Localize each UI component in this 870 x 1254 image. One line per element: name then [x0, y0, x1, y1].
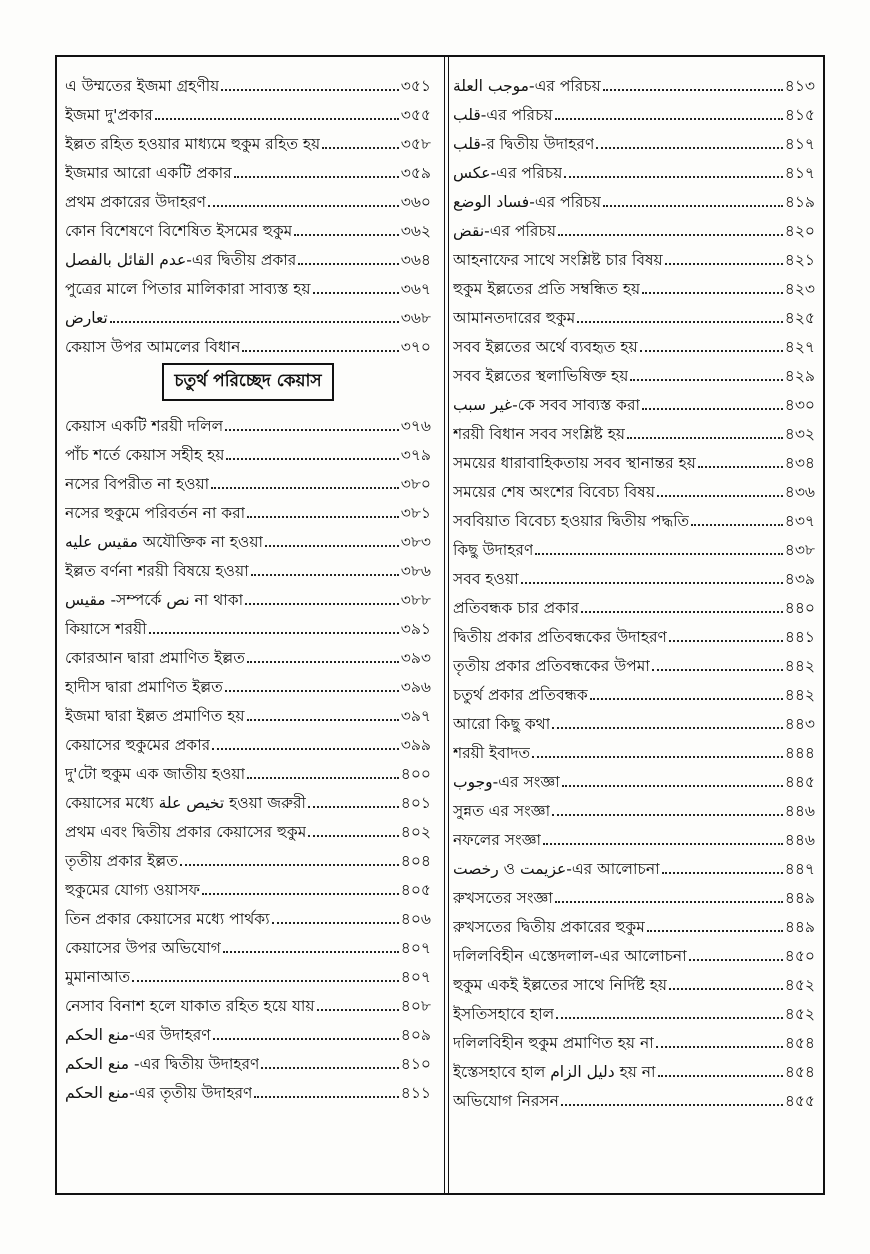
- entry-title: সববিয়াত বিবেচ্য হওয়ার দ্বিতীয় পদ্ধতি: [452, 512, 690, 530]
- toc-entry: [65, 154, 431, 183]
- entry-title: কিয়াসে শরয়ী: [65, 620, 147, 638]
- page-number: ৩৫১: [400, 77, 431, 95]
- entry-title: পাঁচ শর্তে কেয়াস সহীহ হয়: [65, 446, 225, 464]
- dot-leader: [180, 864, 399, 866]
- dot-leader: [226, 458, 398, 460]
- page-number: ৪১১: [400, 1084, 431, 1102]
- entry-title: প্রতিবন্ধক চার প্রকার: [452, 599, 580, 617]
- entry-title: হুকুম একই ইল্লতের সাথে নির্দিষ্ট হয়: [452, 976, 667, 994]
- page-number: ৪১৯: [784, 193, 815, 211]
- page-number: ৪৫৪: [784, 1034, 815, 1052]
- page-number: ৪২০: [784, 222, 815, 240]
- page-number: ৪০৭: [400, 968, 431, 986]
- page-number: ৪৩৭: [784, 512, 815, 530]
- toc-entry: [65, 639, 431, 668]
- entry-title: শরয়ী বিধান সবব সংশ্লিষ্ট হয়: [452, 425, 625, 443]
- toc-entry: [453, 183, 815, 212]
- entry-title: কোরআন দ্বারা প্রমাণিত ইল্লত: [65, 649, 245, 667]
- page-number: ৪০১: [400, 794, 431, 812]
- page-number: ৩৮৩: [400, 533, 431, 551]
- page-number: ৩৮৮: [400, 591, 431, 609]
- toc-entry: [453, 821, 815, 850]
- toc-entry: [65, 813, 431, 842]
- toc-entry: [65, 523, 431, 552]
- dot-leader: [247, 777, 399, 779]
- dot-leader: [669, 988, 783, 990]
- dot-leader: [212, 748, 399, 750]
- dot-leader: [272, 922, 399, 924]
- entry-title: সুন্নত এর সংজ্ঞা: [452, 802, 551, 820]
- entry-title: ইসতিসহাবে হাল: [452, 1005, 555, 1023]
- entry-title: শরয়ী ইবাদত: [452, 744, 531, 762]
- dot-leader: [313, 292, 399, 294]
- page-number: ৩৬৪: [400, 251, 431, 269]
- dot-leader: [213, 1038, 399, 1040]
- dot-leader: [640, 350, 783, 352]
- entry-title: ইজমা দু'প্রকার: [65, 106, 153, 124]
- dot-leader: [627, 437, 783, 439]
- entry-title: হুকুমের যোগ্য ওয়াসফ: [65, 881, 200, 899]
- entry-title: তৃতীয় প্রকার ইল্লত: [65, 852, 178, 870]
- page-number: ৪১৫: [784, 106, 815, 124]
- page-number: ৪০৮: [400, 997, 431, 1015]
- toc-entry: [453, 386, 815, 415]
- entry-title: নফলের সংজ্ঞা: [452, 831, 542, 849]
- dot-leader: [225, 429, 399, 431]
- toc-entry: [453, 763, 815, 792]
- dot-leader: [254, 1096, 398, 1098]
- toc-entry: [453, 531, 815, 560]
- entry-title: কেয়াস একটি শরয়ী দলিল: [65, 417, 224, 435]
- page-number: ৪২৩: [784, 280, 815, 298]
- entry-title: ইজমার আরো একটি প্রকার: [65, 164, 232, 182]
- page-number: ৩৯৬: [400, 678, 431, 696]
- entry-title: নসের বিপরীত না হওয়া: [65, 475, 210, 493]
- dot-leader: [558, 234, 783, 236]
- dot-leader: [665, 263, 783, 265]
- page-number: ৩৫৮: [400, 135, 431, 153]
- toc-entry: [453, 67, 815, 96]
- dot-leader: [630, 379, 782, 381]
- toc-entry: [65, 436, 431, 465]
- dot-leader: [642, 408, 783, 410]
- page-number: ৪৪০: [784, 599, 815, 617]
- toc-entry: [65, 784, 431, 813]
- entry-title: مقيس -সম্পর্কে نص না থাকা: [65, 591, 244, 609]
- dot-leader: [322, 147, 399, 149]
- page-number: ৪৩৬: [784, 483, 815, 501]
- page-number: ৩৬০: [400, 193, 431, 211]
- dot-leader: [581, 611, 783, 613]
- page-number: ৪২৫: [784, 309, 815, 327]
- entry-title: ইজমা দ্বারা ইল্লত প্রমাণিত হয়: [65, 707, 245, 725]
- page-number: ৩৯৭: [400, 707, 431, 725]
- toc-entry: [65, 900, 431, 929]
- page-number: ৩৫৫: [400, 106, 431, 124]
- left-column: [57, 57, 439, 1193]
- dot-leader: [577, 321, 783, 323]
- page-number: ৩৭৬: [400, 417, 431, 435]
- page-number: ৪৪৯: [784, 918, 815, 936]
- toc-entry: [453, 415, 815, 444]
- toc-entry: [453, 908, 815, 937]
- dot-leader: [662, 872, 783, 874]
- entry-title: غير سبب-কে সবব সাব্যস্ত করা: [452, 396, 641, 414]
- entry-title: ইল্লত রহিত হওয়ার মাধ্যমে হুকুম রহিত হয়: [65, 135, 321, 153]
- entry-title: পুত্রের মালে পিতার মালিকারা সাব্যস্ত হয়: [65, 280, 311, 298]
- toc-entry: [65, 1074, 431, 1103]
- entry-title: নেসাব বিনাশ হলে যাকাত রহিত হয়ে যায়: [65, 997, 315, 1015]
- page-number: ৩৬৭: [400, 280, 431, 298]
- toc-entry: [453, 879, 815, 908]
- dot-leader: [658, 1075, 783, 1077]
- page-number: ৪৪৩: [784, 715, 815, 733]
- entry-title: কেয়াসের মধ্যে تخيص علة হওয়া জরুরী: [65, 794, 306, 812]
- dot-leader: [689, 959, 783, 961]
- dot-leader: [317, 1009, 399, 1011]
- entry-title: تعارض: [65, 309, 108, 327]
- dot-leader: [642, 292, 783, 294]
- dot-leader: [555, 118, 783, 120]
- entry-title: আরো কিছু কথা: [452, 715, 551, 733]
- page-number: ৪৫২: [784, 1005, 815, 1023]
- entry-title: رخصت ও عزيمت-এর আলোচনা: [452, 860, 660, 878]
- toc-entry: [453, 328, 815, 357]
- entry-title: قلب-এর পরিচয়: [452, 106, 553, 124]
- section-heading: চতুর্থ পরিচ্ছেদ কেয়াস: [162, 363, 333, 401]
- toc-entry: [453, 1024, 815, 1053]
- entry-title: দলিলবিহীন এস্তেদলাল-এর আলোচনা: [452, 947, 687, 965]
- dot-leader: [202, 893, 399, 895]
- page-number: ৪৫২: [784, 976, 815, 994]
- dot-leader: [556, 1017, 783, 1019]
- left-bottom-list: [65, 407, 431, 1103]
- toc-entry: [453, 502, 815, 531]
- page-number: ৩৫৯: [400, 164, 431, 182]
- page-number: ৪০৪: [400, 852, 431, 870]
- page-number: ৩৮১: [400, 504, 431, 522]
- toc-entry: [453, 357, 815, 386]
- dot-leader: [223, 951, 399, 953]
- contents-frame: [55, 55, 825, 1195]
- page-number: ৪২১: [784, 251, 815, 269]
- entry-title: কেয়াসের উপর অভিযোগ: [65, 939, 221, 957]
- entry-title: অভিযোগ নিরসন: [452, 1092, 559, 1110]
- page-number: ৪০৬: [400, 910, 431, 928]
- entry-title: কিছু উদাহরণ: [452, 541, 534, 559]
- toc-entry: [453, 299, 815, 328]
- page-number: ৪৫৪: [784, 1063, 815, 1081]
- dot-leader: [656, 1046, 783, 1048]
- entry-title: কোন বিশেষণে বিশেষিত ইসমের হুকুম: [65, 222, 293, 240]
- entry-title: হুকুম ইল্লতের প্রতি সম্বন্ধিত হয়: [452, 280, 641, 298]
- dot-leader: [521, 582, 783, 584]
- toc-entry: [453, 473, 815, 502]
- entry-title: فساد الوضع-এর পরিচয়: [452, 193, 602, 211]
- page-number: ৩৮০: [400, 475, 431, 493]
- toc-entry: [65, 958, 431, 987]
- toc-entry: [65, 494, 431, 523]
- page-number: ৩৯৩: [400, 649, 431, 667]
- right-column: [445, 57, 823, 1193]
- toc-entry: [65, 465, 431, 494]
- toc-entry: [65, 241, 431, 270]
- entry-title: منع الحكم-এর তৃতীয় উদাহরণ: [65, 1084, 253, 1102]
- toc-entry: [453, 995, 815, 1024]
- page-number: ৪৩৮: [784, 541, 815, 559]
- entry-title: নসের হুকুমে পরিবর্তন না করা: [65, 504, 246, 522]
- dot-leader: [596, 147, 782, 149]
- entry-title: সবব হওয়া: [452, 570, 519, 588]
- toc-entry: [453, 676, 815, 705]
- dot-leader: [564, 176, 782, 178]
- toc-entry: [453, 270, 815, 299]
- toc-entry: [65, 552, 431, 581]
- toc-entry: [65, 755, 431, 784]
- dot-leader: [208, 205, 399, 207]
- page-number: ৪০৫: [400, 881, 431, 899]
- entry-title: দ্বিতীয় প্রকার প্রতিবন্ধকের উদাহরণ: [452, 628, 667, 646]
- entry-title: তিন প্রকার কেয়াসের মধ্যে পার্থক্য: [65, 910, 270, 928]
- dot-leader: [225, 690, 399, 692]
- page-number: ৩৯১: [400, 620, 431, 638]
- page-number: ৪৪২: [784, 657, 815, 675]
- page-number: ৪৪৫: [784, 773, 815, 791]
- dot-leader: [552, 814, 783, 816]
- toc-entry: [453, 937, 815, 966]
- entry-title: হাদীস দ্বারা প্রমাণিত ইল্লত: [65, 678, 223, 696]
- entry-title: مقيس عليه অযৌক্তিক না হওয়া: [65, 533, 263, 551]
- entry-title: عدم القائل بالفصل-এর দ্বিতীয় প্রকার: [65, 251, 297, 269]
- dot-leader: [603, 89, 783, 91]
- dot-leader: [590, 698, 783, 700]
- entry-title: দু'টো হুকুম এক জাতীয় হওয়া: [65, 765, 246, 783]
- dot-leader: [603, 205, 783, 207]
- toc-entry: [65, 668, 431, 697]
- entry-title: রুখসতের দ্বিতীয় প্রকারের হুকুম: [452, 918, 645, 936]
- entry-title: موجب العلة-এর পরিচয়: [452, 77, 601, 95]
- entry-title: نقض-এর পরিচয়: [452, 222, 556, 240]
- toc-entry: [65, 1016, 431, 1045]
- entry-title: منع الحكم-এর উদাহরণ: [65, 1026, 211, 1044]
- page-number: ৪৪২: [784, 686, 815, 704]
- entry-title: সবব ইল্লতের স্থলাভিষিক্ত হয়: [452, 367, 629, 385]
- toc-entry: [65, 328, 431, 357]
- toc-entry: [453, 96, 815, 125]
- dot-leader: [698, 466, 783, 468]
- entry-title: সময়ের ধারাবাহিকতায় সবব স্থানান্তর হয়: [452, 454, 696, 472]
- dot-leader: [265, 545, 399, 547]
- dot-leader: [657, 495, 783, 497]
- dot-leader: [149, 632, 399, 634]
- page-number: ৪৩৯: [784, 570, 815, 588]
- right-list: [453, 67, 815, 1111]
- page-number: ৪২৯: [784, 367, 815, 385]
- page-number: ৪৩০: [784, 396, 815, 414]
- entry-title: আহনাফের সাথে সংশ্লিষ্ট চার বিষয়: [452, 251, 663, 269]
- page-number: ৪৪৪: [784, 744, 815, 762]
- page-number: ৩৬২: [400, 222, 431, 240]
- entry-title: আমানতদারের হুকুম: [452, 309, 576, 327]
- toc-entry: [65, 1045, 431, 1074]
- toc-entry: [65, 299, 431, 328]
- page-number: ৪০৭: [400, 939, 431, 957]
- toc-entry: [65, 987, 431, 1016]
- entry-title: ইস্তেসহাবে হাল دليل الزام হয় না: [452, 1063, 656, 1081]
- page-number: ৪১৭: [784, 135, 815, 153]
- toc-entry: [65, 212, 431, 241]
- dot-leader: [242, 350, 398, 352]
- entry-title: منع الحكم -এর দ্বিতীয় উদাহরণ: [65, 1055, 260, 1073]
- page-number: ৪৫৫: [784, 1092, 815, 1110]
- entry-title: রুখসতের সংজ্ঞা: [452, 889, 553, 907]
- page-number: ৩৬৮: [400, 309, 431, 327]
- dot-leader: [221, 89, 399, 91]
- page-number: ৪২৭: [784, 338, 815, 356]
- dot-leader: [532, 756, 783, 758]
- dot-leader: [251, 574, 399, 576]
- page-number: ৩৯৯: [400, 736, 431, 754]
- dot-leader: [261, 1067, 398, 1069]
- dot-leader: [562, 785, 783, 787]
- toc-entry: [453, 792, 815, 821]
- toc-entry: [65, 183, 431, 212]
- toc-entry: [453, 241, 815, 270]
- dot-leader: [691, 524, 783, 526]
- toc-entry: [65, 842, 431, 871]
- entry-title: সময়ের শেষ অংশের বিবেচ্য বিষয়: [452, 483, 655, 501]
- entry-title: عكس-এর পরিচয়: [452, 164, 563, 182]
- dot-leader: [132, 980, 399, 982]
- entry-title: দলিলবিহীন হুকুম প্রমাণিত হয় না: [452, 1034, 654, 1052]
- toc-entry: [453, 560, 815, 589]
- dot-leader: [110, 321, 399, 323]
- dot-leader: [245, 603, 399, 605]
- dot-leader: [652, 669, 783, 671]
- page-number: ৪৪৯: [784, 889, 815, 907]
- page-number: ৪৪৬: [784, 831, 815, 849]
- toc-entry: [65, 610, 431, 639]
- page-number: ৪৩২: [784, 425, 815, 443]
- toc-entry: [65, 125, 431, 154]
- entry-title: وجوب-এর সংজ্ঞা: [452, 773, 560, 791]
- entry-title: এ উম্মতের ইজমা গ্রহণীয়: [65, 77, 220, 95]
- dot-leader: [298, 263, 398, 265]
- entry-title: তৃতীয় প্রকার প্রতিবন্ধকের উপমা: [452, 657, 650, 675]
- dot-leader: [561, 1104, 783, 1106]
- toc-entry: [65, 871, 431, 900]
- page-number: ৪৪১: [784, 628, 815, 646]
- toc-entry: [453, 444, 815, 473]
- section-heading-wrap: [65, 357, 431, 407]
- dot-leader: [247, 516, 399, 518]
- toc-entry: [453, 125, 815, 154]
- page-number: ৪৫০: [784, 947, 815, 965]
- toc-entry: [453, 589, 815, 618]
- toc-entry: [453, 705, 815, 734]
- entry-title: প্রথম এবং দ্বিতীয় প্রকার কেয়াসের হুকুম: [65, 823, 307, 841]
- page-number: ৪০০: [400, 765, 431, 783]
- toc-entry: [65, 929, 431, 958]
- page-number: ৩৭০: [400, 338, 431, 356]
- entry-title: কেয়াস উপর আমলের বিধান: [65, 338, 241, 356]
- toc-entry: [453, 850, 815, 879]
- dot-leader: [669, 640, 783, 642]
- entry-title: প্রথম প্রকারের উদাহরণ: [65, 193, 207, 211]
- dot-leader: [234, 176, 399, 178]
- toc-entry: [65, 67, 431, 96]
- page-number: ৪১০: [400, 1055, 431, 1073]
- entry-title: কেয়াসের হুকুমের প্রকার: [65, 736, 211, 754]
- dot-leader: [552, 727, 783, 729]
- toc-entry: [453, 734, 815, 763]
- entry-title: সবব ইল্লতের অর্থে ব্যবহৃত হয়: [452, 338, 638, 356]
- toc-entry: [453, 1053, 815, 1082]
- dot-leader: [308, 806, 399, 808]
- entry-title: ইল্লত বর্ণনা শরয়ী বিষয়ে হওয়া: [65, 562, 249, 580]
- toc-entry: [65, 697, 431, 726]
- left-top-list: [65, 67, 431, 357]
- toc-entry: [65, 270, 431, 299]
- dot-leader: [155, 118, 399, 120]
- toc-entry: [453, 1082, 815, 1111]
- dot-leader: [247, 719, 399, 721]
- toc-entry: [453, 154, 815, 183]
- toc-entry: [65, 581, 431, 610]
- toc-entry: [453, 618, 815, 647]
- dot-leader: [555, 901, 783, 903]
- toc-entry: [453, 212, 815, 241]
- toc-entry: [65, 407, 431, 436]
- dot-leader: [294, 234, 398, 236]
- page-number: ৩৭৯: [400, 446, 431, 464]
- page-number: ৪১৩: [784, 77, 815, 95]
- page-number: ৪৩৪: [784, 454, 815, 472]
- dot-leader: [535, 553, 782, 555]
- dot-leader: [543, 843, 783, 845]
- dot-leader: [247, 661, 399, 663]
- page-number: ৪১৭: [784, 164, 815, 182]
- page-number: ৪০২: [400, 823, 431, 841]
- toc-entry: [453, 647, 815, 676]
- entry-title: قلب-র দ্বিতীয় উদাহরণ: [452, 135, 595, 153]
- toc-entry: [65, 96, 431, 125]
- dot-leader: [308, 835, 398, 837]
- page-number: ৪৪৭: [784, 860, 815, 878]
- page-number: ৩৮৬: [400, 562, 431, 580]
- toc-entry: [65, 726, 431, 755]
- page-number: ৪০৯: [400, 1026, 431, 1044]
- entry-title: চতুর্থ প্রকার প্রতিবন্ধক: [452, 686, 588, 704]
- toc-entry: [453, 966, 815, 995]
- dot-leader: [647, 930, 783, 932]
- page-number: ৪৪৬: [784, 802, 815, 820]
- entry-title: মুমানাআত: [65, 968, 131, 986]
- dot-leader: [211, 487, 399, 489]
